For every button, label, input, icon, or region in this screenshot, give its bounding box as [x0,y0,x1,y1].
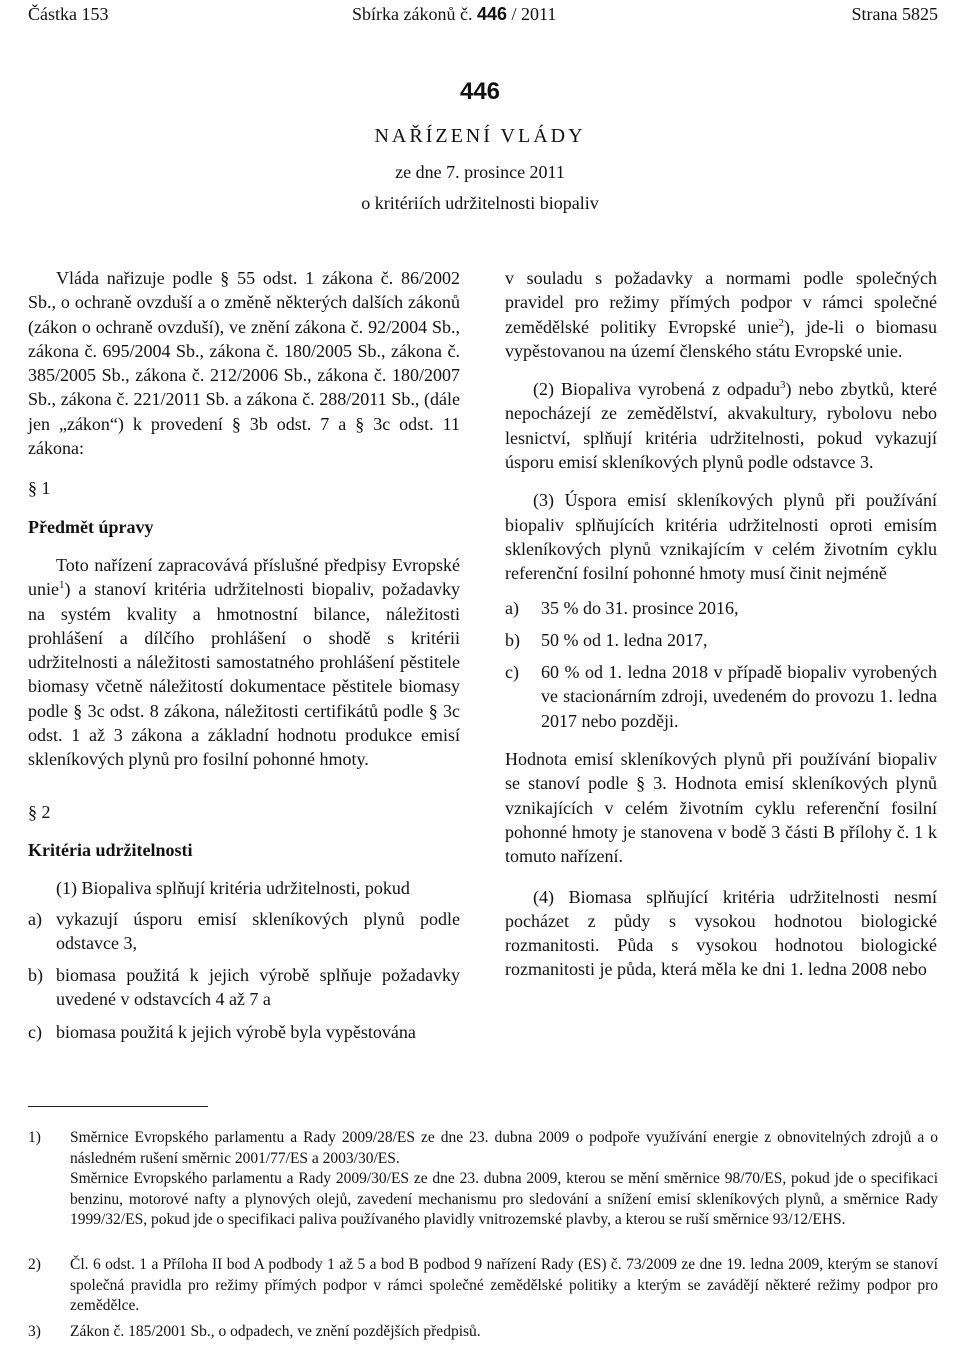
footnote-divider [28,1106,208,1107]
list-item: c) biomasa použitá k jejich výrobě byla vypěstována [28,1021,416,1042]
section-1-title: Předmět úpravy [28,516,154,537]
footnote-text: Čl. 6 odst. 1 a Příloha II bod A podbody 1 až 5 a bod B podbod 9 nařízení Rady (ES) č. 73/2009 ze dne 19. ledna 2009, kterým se stanoví společná pravidla pro režimy přímých podpor v rámci společné zemědělské politiky a kterým se zavádějí některé režimy podpor pro zemědělce. [70,1256,938,1314]
list-item: b) biomasa použitá k jejich výrobě splňuje požadavky uvedené v odstavcích 4 až 7 a [28,965,460,1010]
footnote-1 [28,1128,938,1231]
collection-label: Sbírka zákonů č. 446 / 2011 [352,4,557,24]
regulation-subject: o kritériích udržitelnosti biopaliv [361,193,599,213]
footnote-label: 3) [28,1323,41,1340]
preamble: Vláda nařizuje podle § 55 odst. 1 zákona č. 86/2002 Sb., o ochraně ovzduší a o změně některých dalších zákonů (zákon o ochraně ovzduší), ve znění zákona č. 92/2004 Sb., zákona č. 695/2004 Sb., zákona č. 180/2005 Sb., zákona č. 385/2005 Sb., zákona č. 212/2006 Sb., zákona č. 180/2007 Sb., zákona č. 221/2011 Sb. a zákona č. 288/2011 Sb., (dále jen „zákon“) k provedení § 3b odst. 7 a § 3c odst. 11 zákona: [28,268,460,459]
page-number: Strana 5825 [851,4,938,24]
section-2-para-4: (4) Biomasa splňující kritéria udržitelnosti nesmí pocházet z půdy s vysokou hodnotou biologické rozmanitosti. Půda s vysokou hodnotou biologické rozmanitosti je půda, která měla ke dni 1. ledna 2008 nebo [505,886,937,980]
regulation-number: 446 [459,78,501,105]
regulation-date: ze dne 7. prosince 2011 [395,162,565,182]
footnote-text: Směrnice Evropského parlamentu a Rady 2009/28/ES ze dne 23. dubna 2009 o podpoře využívání energie z obnovitelných zdrojů a o následném rušení směrnic 2001/77/ES a 2003/30/ES. [70,1129,938,1167]
right-column [505,266,937,982]
footnote-label: 1) [28,1129,41,1146]
issue-label: Částka 153 [28,4,109,24]
page-header [0,4,960,28]
section-2-title: Kritéria udržitelnosti [28,839,193,860]
list-item: b) 50 % od 1. ledna 2017, [505,629,708,650]
list-item: a) vykazují úsporu emisí skleníkových plynů podle odstavce 3, [28,908,460,953]
section-1-number: § 1 [28,478,51,499]
footnote-ref-2: 2 [778,316,784,329]
footnote-ref-1: 1 [59,579,65,592]
footnote-2 [28,1255,938,1317]
regulation-kind: NAŘÍZENÍ VLÁDY [374,125,586,147]
section-1-text: Toto nařízení zapracovává příslušné předpisy Evropské unie$^1$) a stanoví kritéria udržitelnosti biopaliv, požadavky na systém kvality a hmotnostní bilance, náležitosti prohlášení a dílčího prohlášení o shodě s kritérii udržitelnosti a náležitosti samostatného prohlášení pěstitele biomasy včetně náležitostí dokumentace pěstitele biomasy podle § 3c odst. 8 zákona, náležitosti certifikátů podle § 3c odst. 1 až 3 zákona a základní hodnotu produkce emisí skleníkových plynů pro fosilní pohonné hmoty. [28,554,460,770]
footnote-label: 2) [28,1256,41,1273]
collection-number: 446 [476,4,508,24]
value-paragraph: Hodnota emisí skleníkových plynů při používání biopaliv se stanoví podle § 3. Hodnota emisí skleníkových plynů vznikajících v celém životním cyklu referenční fosilní pohonné hmoty je stanovena v bodě 3 části B přílohy č. 1 k tomuto nařízení. [505,749,937,867]
list-item: c) 60 % od 1. ledna 2018 v případě biopaliv vyrobených ve stacionárním zdroji, uvedeném do provozu 1. ledna 2017 nebo později. [505,662,937,731]
footnote-ref-3: 3 [780,379,786,392]
footnote-text: Zákon č. 185/2001 Sb., o odpadech, ve znění pozdějších předpisů. [70,1323,481,1340]
section-2-para-1: (1) Biopaliva splňují kritéria udržitelnosti, pokud [56,878,410,899]
footnote-3 [28,1322,938,1343]
left-column [28,266,460,1044]
footnote-text: Směrnice Evropského parlamentu a Rady 2009/30/ES ze dne 23. dubna 2009, kterou se mění směrnice 98/70/ES, pokud jde o specifikaci benzinu, motorové nafty a plynových olejů, zavedení mechanismu pro sledování a snížení emisí skleníkových plynů, a směrnice Rady 1999/32/ES, pokud jde o specifikaci paliva používaného plavidly vnitrozemské plavby, a kterou se ruší směrnice 93/12/EHS. [70,1170,938,1228]
list-item: a) 35 % do 31. prosince 2016, [505,597,739,618]
continuation-text: v souladu s požadavky a normami podle společných pravidel pro režimy přímých podpor v rámci společné zemědělské politiky Evropské unie$^2$), jde-li o biomasu vypěstovanou na území členského státu Evropské unie. [505,268,938,361]
section-2-para-2: (2) Biopaliva vyrobená z odpadu$^3$) nebo zbytků, které nepocházejí ze zemědělství, akvakultury, rybolovu nebo lesnictví, splňují kritéria udržitelnosti, pokud vykazují úsporu emisí skleníkových plynů podle odstavce 3. [505,379,937,473]
section-2-number: § 2 [28,801,51,822]
section-2-para-3: (3) Úspora emisí skleníkových plynů při používání biopaliv splňujících kritéria udržitelnosti oproti emisím skleníkových plynů vznikajícím v celém životním cyklu referenční fosilní pohonné hmoty musí činit nejméně [505,490,937,584]
